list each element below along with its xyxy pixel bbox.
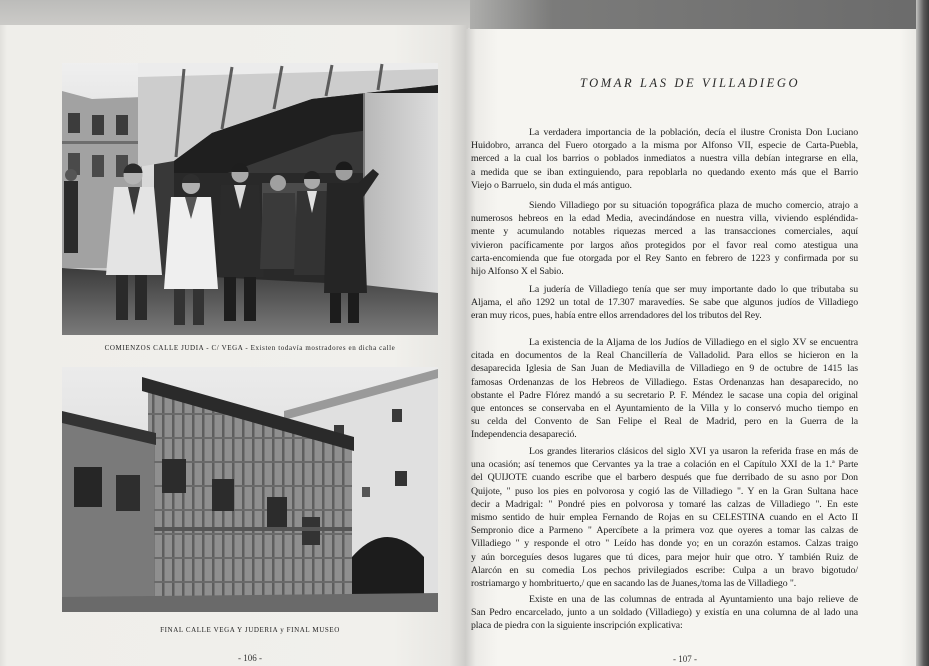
text-line: desaparecida Iglesia de San Juan de Mediavilla de Villadiego en 9 de octubre de 1415 las — [471, 363, 858, 375]
text-line: su celda del Convento de San Felipe el Real de Madrid, pero en la Guerra de la — [471, 416, 858, 428]
text-line: carta-encomienda que fue otorgada por el Rey Santo en febrero de 1223 y confirmada por su — [471, 252, 858, 264]
text-line: decir a Madrigal: " Pondré pies en polvorosa y tomaré las calzas de Villadiego ". En este — [471, 498, 858, 510]
text-line: Siendo Villadiego por su situación topográfica plaza de mucho comercio, atrajo a — [529, 200, 858, 211]
text-line: Alarcón en su comedia Los pechos privilegiados escribe: Culpa a un bravo bigotudo/ — [471, 564, 858, 576]
paragraph — [471, 445, 858, 590]
low-building — [62, 411, 156, 612]
street-scene-image — [62, 63, 438, 335]
text-line: placa de piedra con la siguiente inscripción explicativa: — [471, 620, 683, 632]
text-line: citada en documentos de la Real Chancillería de Valladolid. Para ellos se hicieron en la — [471, 350, 858, 362]
text-line: Viejo o Barruelo, sin duda el más antiguo. — [471, 179, 632, 191]
text-line: merced a la cual los barrios o poblados inmediatos a nuestra villa debían integrarse en ella, — [471, 153, 858, 165]
scanner-shadow-top-right — [470, 0, 929, 32]
page-edge-shadow — [916, 0, 929, 666]
text-line: a medida que se iban extinguiendo, para repoblarla no quedando exento más que el Barrio — [471, 166, 858, 178]
text-line: y aún borceguíes desos lugares que tú dices, para mejor huir que otro. Y también Ruiz de — [471, 551, 858, 563]
paragraph — [471, 126, 858, 192]
text-line: La verdadera importancia de la población, decía el ilustre Cronista Don Luciano — [529, 127, 858, 138]
buildings-image — [62, 367, 438, 612]
paragraph — [471, 593, 858, 633]
paragraph — [471, 283, 858, 323]
text-line: mismo sentido de huir emplea Fernando de Rojas en su CELESTINA cuando en el Acto II — [471, 511, 858, 523]
text-line: eran muy ricos, pues, había entre ellos arrendadores del los tributos del Rey. — [471, 310, 762, 322]
chapter-title: TOMAR LAS DE VILLADIEGO — [579, 76, 801, 90]
text-line: La judería de Villadiego tenía que ser muy importante dado lo que tributaba su — [529, 284, 858, 295]
text-line: Quijote, " puso los pies en polvorosa y cogió las de Villadiego ". Y en la Gran Sultana hace — [471, 485, 858, 497]
page-number-right: - 107 - — [673, 654, 697, 664]
text-line: Sempronio dice a Parmeno " Apercíbete a la primera voz que oyeres a tomar las calzas de — [471, 525, 858, 537]
photo-calle-judia — [62, 63, 438, 335]
photo-calle-vega-museo — [62, 367, 438, 612]
photo-caption: COMIENZOS CALLE JUDIA - C/ VEGA - Existen todavía mostradores en dicha calle — [104, 344, 396, 352]
text-line: que entonces se conservaba en el Ayuntamiento de la Villa y lo conservó mucho tiempo en — [471, 402, 858, 414]
text-line: San Pedro encarcelado, junto a un soldado (Villadiego) y existía en una columna de al lado una — [471, 607, 858, 619]
text-line: Independencia desapareció. — [471, 429, 577, 441]
text-line: mente y acumulando notables riquezas merced a las transacciones comerciales, aquí — [471, 226, 858, 238]
text-line: vivieron pacíficamente por largos años protegidos por el favor real como atestigua una — [471, 239, 858, 251]
photo-caption: FINAL CALLE VEGA Y JUDERIA y FINAL MUSEO — [160, 626, 340, 634]
text-line: Villadiego " y responde el otro " Leído has donde yo; en un corazón estamos. Calzas traigo — [471, 538, 858, 550]
text-line: Aljama, el año 1292 un total de 17.307 maravedíes. Se sabe que algunos judíos de Villadiego — [471, 297, 858, 309]
text-line: hijo Alfonso X el Sabio. — [471, 265, 564, 277]
paragraph — [471, 336, 858, 442]
text-line: del QUIJOTE cuando escribe que el barbero después que fue derribado de su asno por Don — [471, 472, 858, 484]
text-line: famosas Ordenanzas de los Hebreos de Villadiego. Estas Ordenanzas han desaparecido, no — [471, 376, 858, 388]
text-line: una ocasión; así tenemos que Cervantes ya la trae a colación en el Capítulo XXI de la 1.ª Parte — [471, 459, 858, 471]
text-line: Huidobro, arranca del Fuero otorgado a la misma por Alfonso VII, especie de Carta-Puebla, — [471, 140, 858, 152]
text-line: obstante el Padre Flórez mandó a su secretario P. F. Méndez le sacase una copia del original — [471, 389, 858, 401]
text-line: numerosos hebreos en la edad Media, avecindándose en nuestra villa, viviendo espléndida- — [471, 213, 858, 225]
text-line: rostriamargo y hombrituerto,/ que en sacando las de Juanes,/toma las de Villadiego ". — [471, 577, 797, 589]
paragraph — [471, 199, 858, 278]
text-line: La existencia de la Aljama de los Judíos de Villadiego en el siglo XV se encuentra — [529, 337, 858, 348]
page-number-left: - 106 - — [238, 653, 262, 663]
text-line: Existe en una de las columnas de entrada al Ayuntamiento una bajo relieve de — [529, 594, 858, 605]
scanner-shadow-top-left — [0, 0, 472, 28]
text-line: Los grandes literarios clásicos del siglo XVI ya usaron la referida frase en más de — [529, 446, 858, 457]
